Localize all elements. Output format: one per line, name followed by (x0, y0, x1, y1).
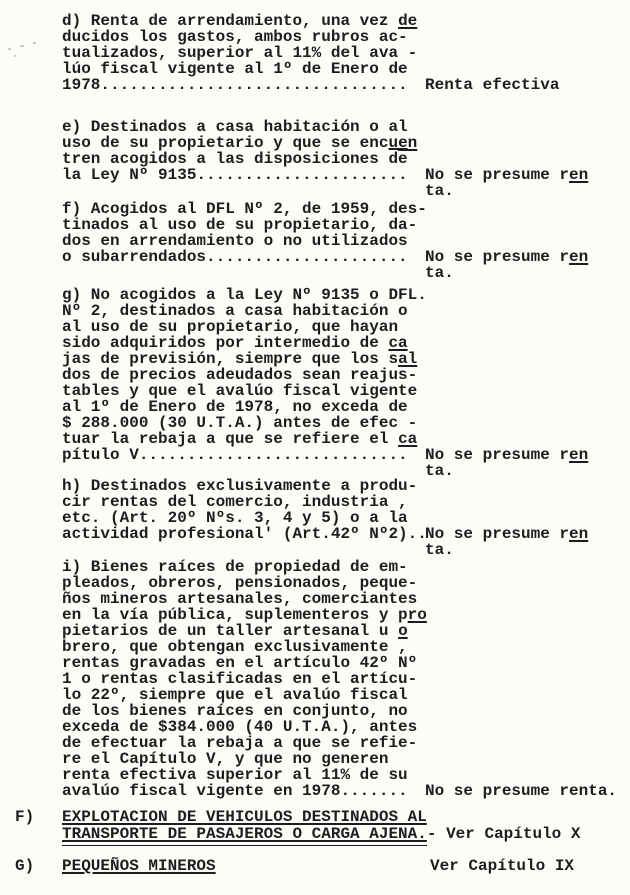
item-f-paragraph: f) Acogidos al DFL Nº 2, de 1959, des- tinados al uso de su propietario, da- dos en arrendamiento o no utilizados o subarrendados..................... (62, 200, 427, 266)
section-g (15, 857, 622, 875)
section-g-reference: Ver Capítulo IX (430, 857, 575, 875)
item-d (62, 13, 622, 93)
item-f (62, 200, 622, 282)
item-g-paragraph: g) No acogidos a la Ley Nº 9135 o DFL. Nº 2, destinados a casa habitación o al uso de su propietario, que hayan sido adquiridos por intermedio de ca jas de previsión, siempre que los sal dos de precios adeudados sean reajus- tables y que el avalúo fiscal vigente al 1º de Enero de 1978, no exceda de $ 288.000 (30 U.T.A.) antes de efec - tuar la rebaja a que se refiere el ca pítulo V............................ (62, 286, 427, 464)
item-g (62, 286, 622, 480)
item-d-paragraph: d) Renta de arrendamiento, una vez de ducidos los gastos, ambos rubros ac- tualizados, superior al 11% del ava - lúo fiscal vigente al 1º de Enero de 1978................................ (62, 12, 418, 94)
section-f-title-line1: EXPLOTACION DE VEHICULOS DESTINADOS AL (62, 808, 427, 826)
section-g-label: G) (15, 857, 35, 875)
item-i-ruling: No se presume renta. (425, 782, 618, 800)
section-f-label: F) (15, 808, 35, 826)
scan-speck (14, 55, 16, 57)
item-h-ruling: No se presume ren ta. (425, 525, 589, 559)
document-body (15, 12, 622, 875)
item-g-ruling: No se presume ren ta. (425, 446, 589, 480)
item-d-ruling: Renta efectiva (425, 76, 560, 94)
item-h (62, 477, 622, 559)
item-e (62, 118, 622, 200)
scan-speck (8, 48, 11, 50)
item-i-paragraph: i) Bienes raíces de propiedad de em- pleados, obreros, pensionados, peque- ños mineros artesanales, comerciantes en la vía pública, suplementeros y pro pietarios de un taller artesanal u o brero, que obtengan exclusivamente , rentas gravadas en el artículo 42º Nº 1 o rentas clasificadas en el artícu- lo 22º, siempre que el avalúo fiscal de los bienes raíces en conjunto, no exceda de $384.000 (40 U.T.A.), antes de efectuar la rebaja a que se refie- re el Capítulo V, y que no generen renta efectiva superior al 11% de su avalúo fiscal vigente en 1978....... (62, 558, 427, 800)
item-i (62, 559, 622, 799)
item-e-ruling: No se presume ren ta. (425, 166, 589, 200)
section-f (15, 808, 622, 843)
item-h-paragraph: h) Destinados exclusivamente a produ- cir rentas del comercio, industria , etc. (Art. 20º Nºs. 3, 4 y 5) o a la actividad profesional' (Art.42º Nº2).. (62, 477, 427, 543)
scan-speck (20, 45, 24, 47)
section-g-title: PEQUEÑOS MINEROS (62, 857, 216, 875)
scan-speck (33, 42, 36, 44)
section-f-title-line2: TRANSPORTE DE PASAJEROS O CARGA AJENA.- Ver Capítulo X (62, 826, 622, 843)
item-f-ruling: No se presume ren ta. (425, 248, 589, 282)
item-e-paragraph: e) Destinados a casa habitación o al uso de su propietario y que se encuen tren acogidos a las disposiciones $\overline{de}$ la Ley Nº 9135...................... (62, 118, 418, 184)
